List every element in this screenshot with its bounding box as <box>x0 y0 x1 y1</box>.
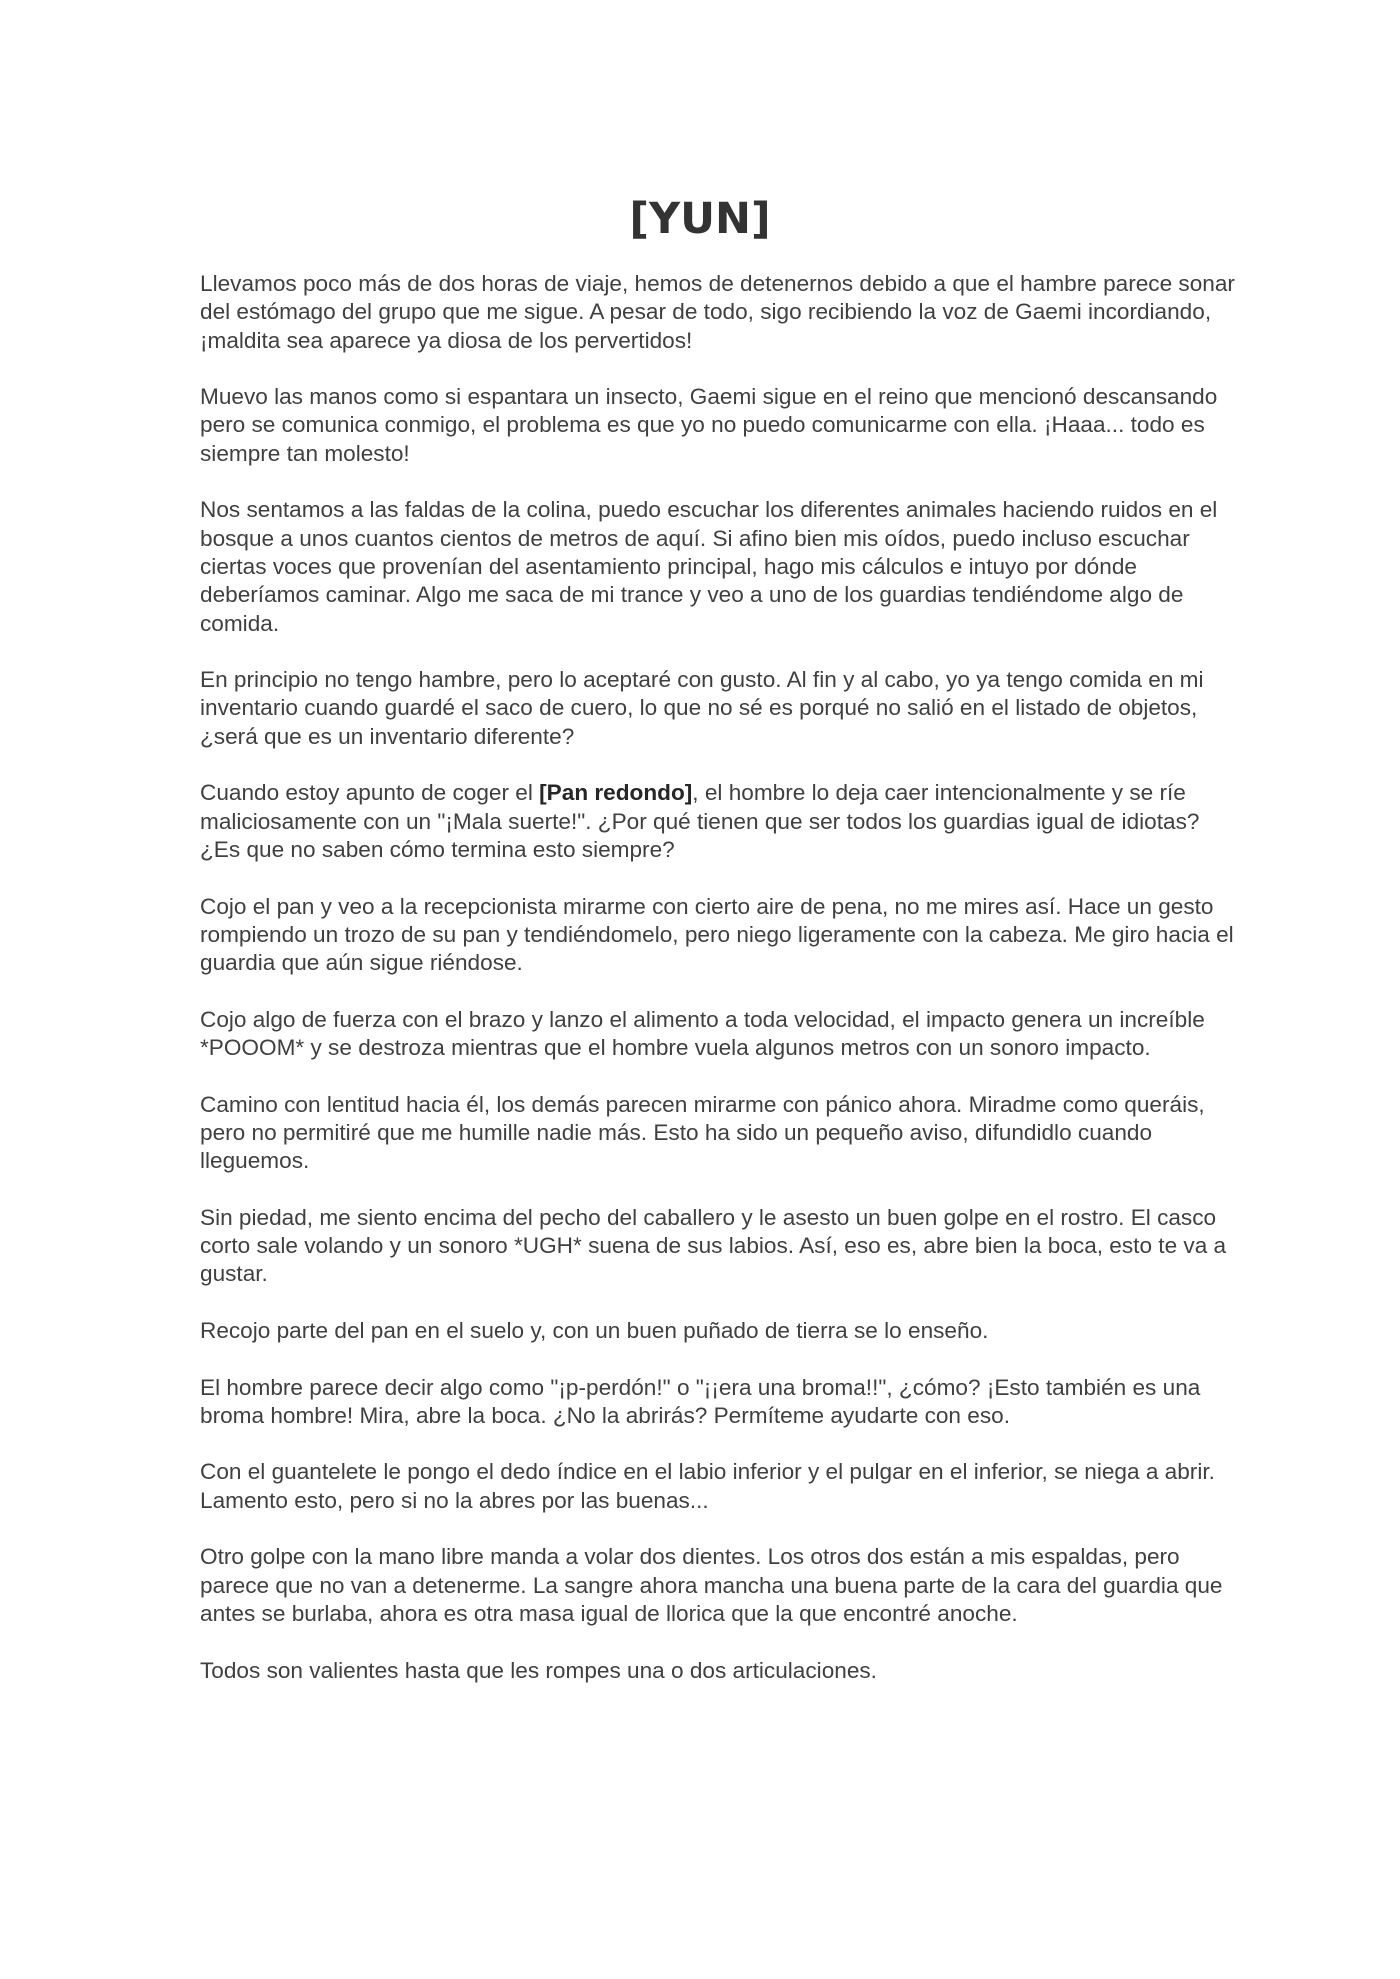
paragraph <box>200 779 1240 864</box>
paragraph: Muevo las manos como si espantara un insecto, Gaemi sigue en el reino que mencionó descansando pero se comunica conmigo, el problema es que yo no puedo comunicarme con ella. ¡Haaa... todo es siempre tan molesto! <box>200 384 1218 466</box>
chapter-body <box>200 270 1240 1713</box>
paragraph: Llevamos poco más de dos horas de viaje, hemos de detenernos debido a que el hambre parece sonar del estómago del grupo que me sigue. A pesar de todo, sigo recibiendo la voz de Gaemi incordiando, ¡maldita sea aparece ya diosa de los pervertidos! <box>200 271 1235 353</box>
paragraph: Todos son valientes hasta que les rompes una o dos articulaciones. <box>200 1657 877 1683</box>
item-name-highlight: [Pan redondo] <box>539 780 693 806</box>
paragraph-text: Cuando estoy apunto de coger el <box>200 780 540 806</box>
paragraph: Con el guantelete le pongo el dedo índice en el labio inferior y el pulgar en el inferior, se niega a abrir. Lamento esto, pero si no la abres por las buenas... <box>200 1459 1215 1513</box>
paragraph: Cojo algo de fuerza con el brazo y lanzo el alimento a toda velocidad, el impacto genera un increíble *POOOM* y se destroza mientras que el hombre vuela algunos metros con un sonoro impacto. <box>200 1006 1205 1061</box>
paragraph: Nos sentamos a las faldas de la colina, puedo escuchar los diferentes animales haciendo ruidos en el bosque a unos cuantos cientos de metros de aquí. Si afino bien mis oídos, puedo incluso escuchar ciertas voces que provenían del asentamiento principal, hago mis cálculos e intuyo por dónde deberíamos caminar. Algo me saca de mi trance y veo a uno de los guardias tendiéndome algo de comida. <box>200 497 1218 636</box>
paragraph: El hombre parece decir algo como "¡p-perdón!" o "¡¡era una broma!!", ¿cómo? ¡Esto también es una broma hombre! Mira, abre la boca. ¿No la abrirás? Permíteme ayudarte con eso. <box>200 1374 1201 1428</box>
paragraph: Recojo parte del pan en el suelo y, con un buen puñado de tierra se lo enseño. <box>200 1317 989 1343</box>
chapter-title: [YUN] <box>629 194 771 244</box>
paragraph: Sin piedad, me siento encima del pecho del caballero y le asesto un buen golpe en el rostro. El casco corto sale volando y un sonoro *UGH* suena de sus labios. Así, eso es, abre bien la boca, esto te va a gustar. <box>200 1204 1227 1287</box>
paragraph: Cojo el pan y veo a la recepcionista mirarme con cierto aire de pena, no me mires así. Hace un gesto rompiendo un trozo de su pan y tendiéndomelo, pero niego ligeramente con la cabeza. Me giro hacia el guardia que aún sigue riéndose. <box>200 893 1234 976</box>
paragraph-text: , el hombre lo deja caer intencionalmente y se ríe maliciosamente con un "¡Mala suerte!". ¿Por qué tienen que ser todos los guardias igual de idiotas? ¿Es que no saben cómo termina esto siempre? <box>200 780 1200 862</box>
paragraph: Otro golpe con la mano libre manda a volar dos dientes. Los otros dos están a mis espaldas, pero parece que no van a detenerme. La sangre ahora mancha una buena parte de la cara del guardia que antes se burlaba, ahora es otra masa igual de llorica que la que encontré anoche. <box>200 1544 1223 1626</box>
paragraph: En principio no tengo hambre, pero lo aceptaré con gusto. Al fin y al cabo, yo ya tengo comida en mi inventario cuando guardé el saco de cuero, lo que no sé es porqué no salió en el listado de objetos, ¿será que es un inventario diferente? <box>200 667 1204 749</box>
paragraph: Camino con lentitud hacia él, los demás parecen mirarme con pánico ahora. Miradme como queráis, pero no permitiré que me humille nadie más. Esto ha sido un pequeño aviso, difundidlo cuando lleguemos. <box>200 1091 1205 1174</box>
